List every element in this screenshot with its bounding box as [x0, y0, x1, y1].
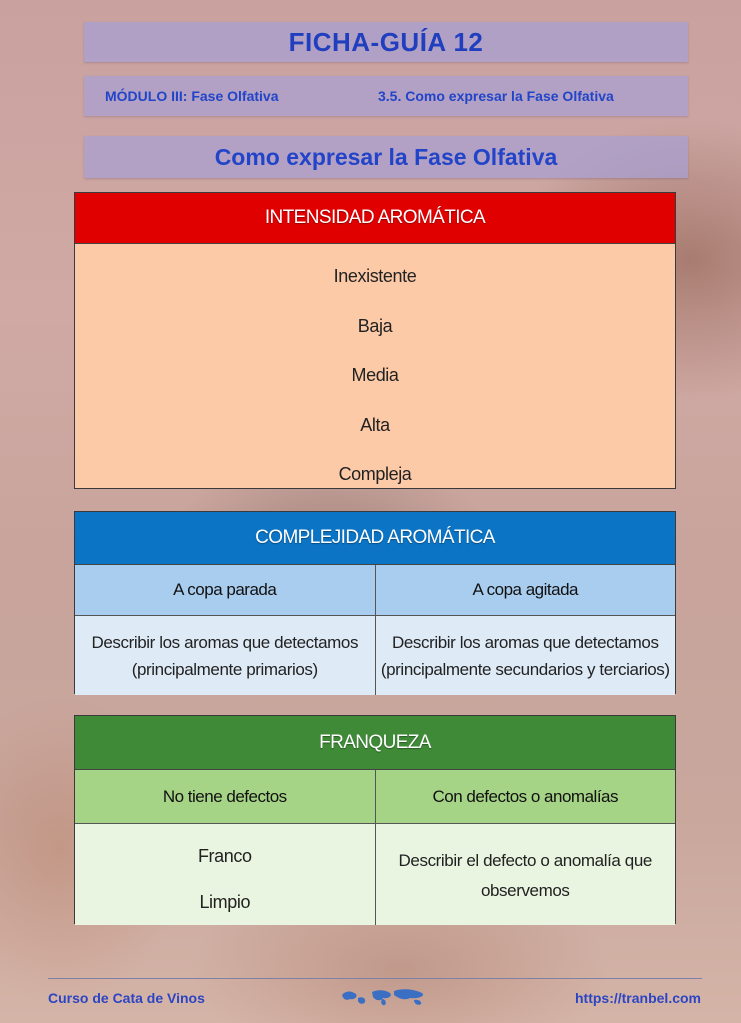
- column-header: A copa parada: [173, 580, 277, 599]
- list-item: Compleja: [338, 464, 412, 484]
- cell-line: Describir los aromas que detectamos: [91, 632, 359, 652]
- table-cell: [75, 616, 375, 695]
- cell-line: Franco: [197, 846, 252, 867]
- section-title: Como expresar la Fase Olfativa: [214, 143, 558, 170]
- cell-line: (principalmente secundarios y terciarios): [380, 659, 670, 679]
- module-band: [84, 76, 688, 116]
- complexity-table: [74, 511, 676, 694]
- column-header: No tiene defectos: [162, 786, 287, 806]
- cell-line: (principalmente primarios): [131, 659, 318, 679]
- list-item: Baja: [357, 315, 393, 336]
- cell-line: Describir los aromas que detectamos: [391, 632, 659, 652]
- topic-label: 3.5. Como expresar la Fase Olfativa: [378, 88, 614, 104]
- table-cell: [375, 616, 676, 695]
- intensity-list: [75, 244, 675, 514]
- column-header: Con defectos o anomalías: [375, 770, 676, 823]
- intensity-table: [74, 192, 676, 489]
- frankness-heading: FRANQUEZA: [75, 716, 675, 770]
- list-item: Alta: [360, 414, 390, 435]
- list-item: Media: [351, 365, 399, 385]
- table-cell: [75, 824, 375, 925]
- section-band: [84, 136, 688, 178]
- footer-course-name: Curso de Cata de Vinos: [48, 990, 205, 1006]
- table-row: [75, 616, 675, 695]
- footer-website: https://tranbel.com: [574, 990, 701, 1006]
- world-map-icon: [338, 986, 430, 1008]
- cell-line: observemos: [480, 881, 570, 900]
- title-band: [84, 22, 688, 62]
- intensity-heading: INTENSIDAD AROMÁTICA: [75, 193, 675, 244]
- column-header: A copa agitada: [375, 565, 676, 615]
- page-title: FICHA-GUÍA 12: [288, 26, 484, 57]
- table-cell: [375, 824, 676, 925]
- cell-line: Describir el defecto o anomalía que: [398, 851, 652, 870]
- cell-line: Limpio: [199, 891, 251, 912]
- list-item: Inexistente: [333, 266, 417, 286]
- table-row: [75, 824, 675, 925]
- frankness-subheader-row: [75, 770, 675, 824]
- module-label: MÓDULO III: Fase Olfativa: [105, 88, 279, 104]
- footer-divider: [48, 978, 702, 979]
- complexity-heading: COMPLEJIDAD AROMÁTICA: [75, 512, 675, 565]
- frankness-table: [74, 715, 676, 924]
- complexity-subheader-row: [75, 565, 675, 616]
